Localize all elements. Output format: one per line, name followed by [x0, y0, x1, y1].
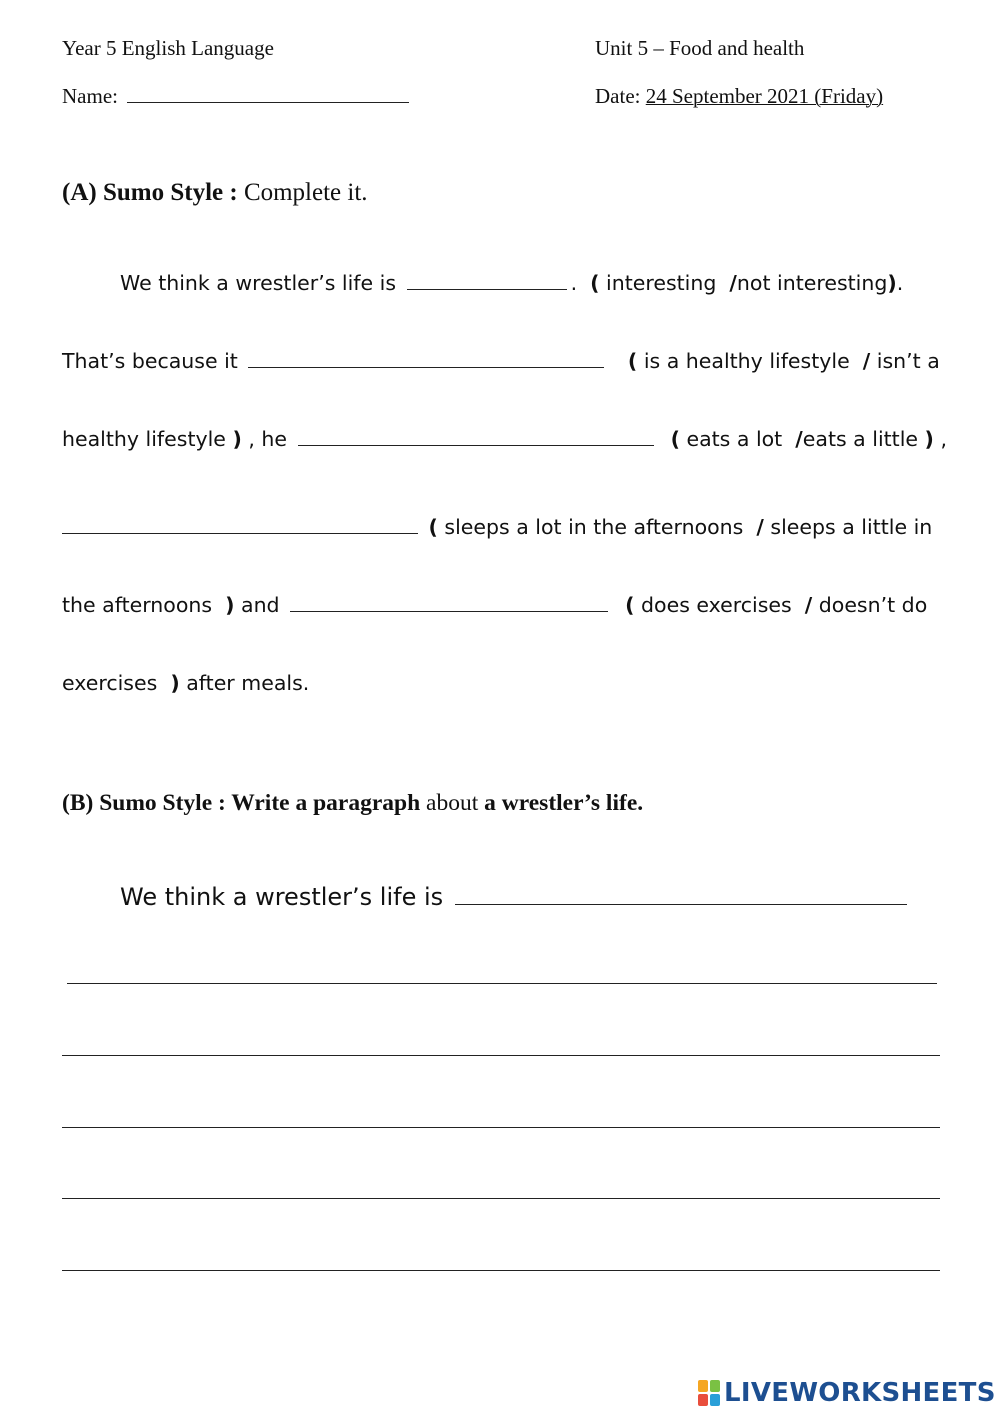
section-b-title-about: about	[420, 790, 485, 816]
exercise-line-5: the afternoons ) and ( does exercises / doesn’t do	[62, 593, 928, 617]
answer-blank-1[interactable]	[407, 288, 567, 290]
choice-interesting: interesting	[599, 271, 723, 295]
exercise-line-3: healthy lifestyle ) , he ( eats a lot /eats a little ) ,	[62, 427, 947, 451]
line6-text: exercises	[62, 671, 164, 695]
choice-eats-a-little: eats a little	[802, 427, 925, 451]
line3-he: , he	[241, 427, 287, 451]
name-blank[interactable]	[127, 101, 409, 103]
line6-after-meals: after meals.	[179, 671, 310, 695]
unit-title: Unit 5 – Food and health	[595, 36, 805, 60]
writing-line-2[interactable]	[67, 983, 937, 984]
section-b-title-topic: a wrestler’s life.	[484, 790, 644, 816]
answer-blank-4[interactable]	[62, 532, 418, 534]
line1-text: We think a wrestler’s life is	[120, 271, 397, 295]
exercise-line-2: That’s because it ( is a healthy lifestyle / isn’t a	[62, 349, 940, 373]
date-label: Date:	[595, 84, 641, 108]
choice-healthy: is a healthy lifestyle	[637, 349, 857, 373]
line2-text: That’s because it	[62, 349, 238, 373]
date-value: 24 September 2021 (Friday)	[645, 84, 884, 108]
answer-blank-2[interactable]	[248, 366, 604, 368]
name-label: Name:	[62, 84, 118, 108]
writing-line-4[interactable]	[62, 1127, 940, 1128]
writing-line-6[interactable]	[62, 1270, 940, 1271]
answer-blank-5[interactable]	[290, 610, 608, 612]
line5-and: and	[234, 593, 280, 617]
section-b-title	[62, 790, 643, 817]
choice-not-interesting: not interesting	[736, 271, 888, 295]
writing-line-1	[120, 883, 911, 911]
choice-sleeps-a-lot: sleeps a lot in the afternoons	[437, 515, 750, 539]
choice-does-exercises: does exercises	[634, 593, 799, 617]
section-a-title-rest: Complete it.	[237, 179, 368, 206]
writing-blank-1[interactable]	[455, 903, 907, 905]
exercise-line-6: exercises ) after meals.	[62, 671, 310, 695]
section-a-title	[62, 179, 368, 207]
writing-line-3[interactable]	[62, 1055, 940, 1056]
section-b-title-bold: (B) Sumo Style : Write a paragraph	[62, 790, 421, 816]
answer-blank-3[interactable]	[298, 444, 654, 446]
exercise-line-4: ( sleeps a lot in the afternoons / sleeps a little in	[62, 515, 932, 539]
line3-text: healthy lifestyle	[62, 427, 226, 451]
liveworksheets-wordmark: LIVEWORKSHEETS	[724, 1378, 996, 1408]
choice-not-healthy: isn’t a	[870, 349, 940, 373]
choice-sleeps-a-little: sleeps a little in	[763, 515, 933, 539]
exercise-line-1: We think a wrestler’s life is . ( interesting /not interesting).	[120, 271, 904, 295]
liveworksheets-logo	[698, 1378, 996, 1408]
writing-line-5[interactable]	[62, 1198, 940, 1199]
course-title: Year 5 English Language	[62, 36, 274, 60]
liveworksheets-logo-icon	[698, 1380, 720, 1406]
name-row	[62, 84, 413, 109]
writing-line1-text: We think a wrestler’s life is	[120, 883, 444, 911]
choice-doesnt-exercise: doesn’t do	[812, 593, 928, 617]
choice-eats-a-lot: eats a lot	[679, 427, 789, 451]
line5-text: the afternoons	[62, 593, 219, 617]
section-a-title-bold: (A) Sumo Style :	[62, 179, 238, 206]
date-row	[595, 84, 883, 109]
